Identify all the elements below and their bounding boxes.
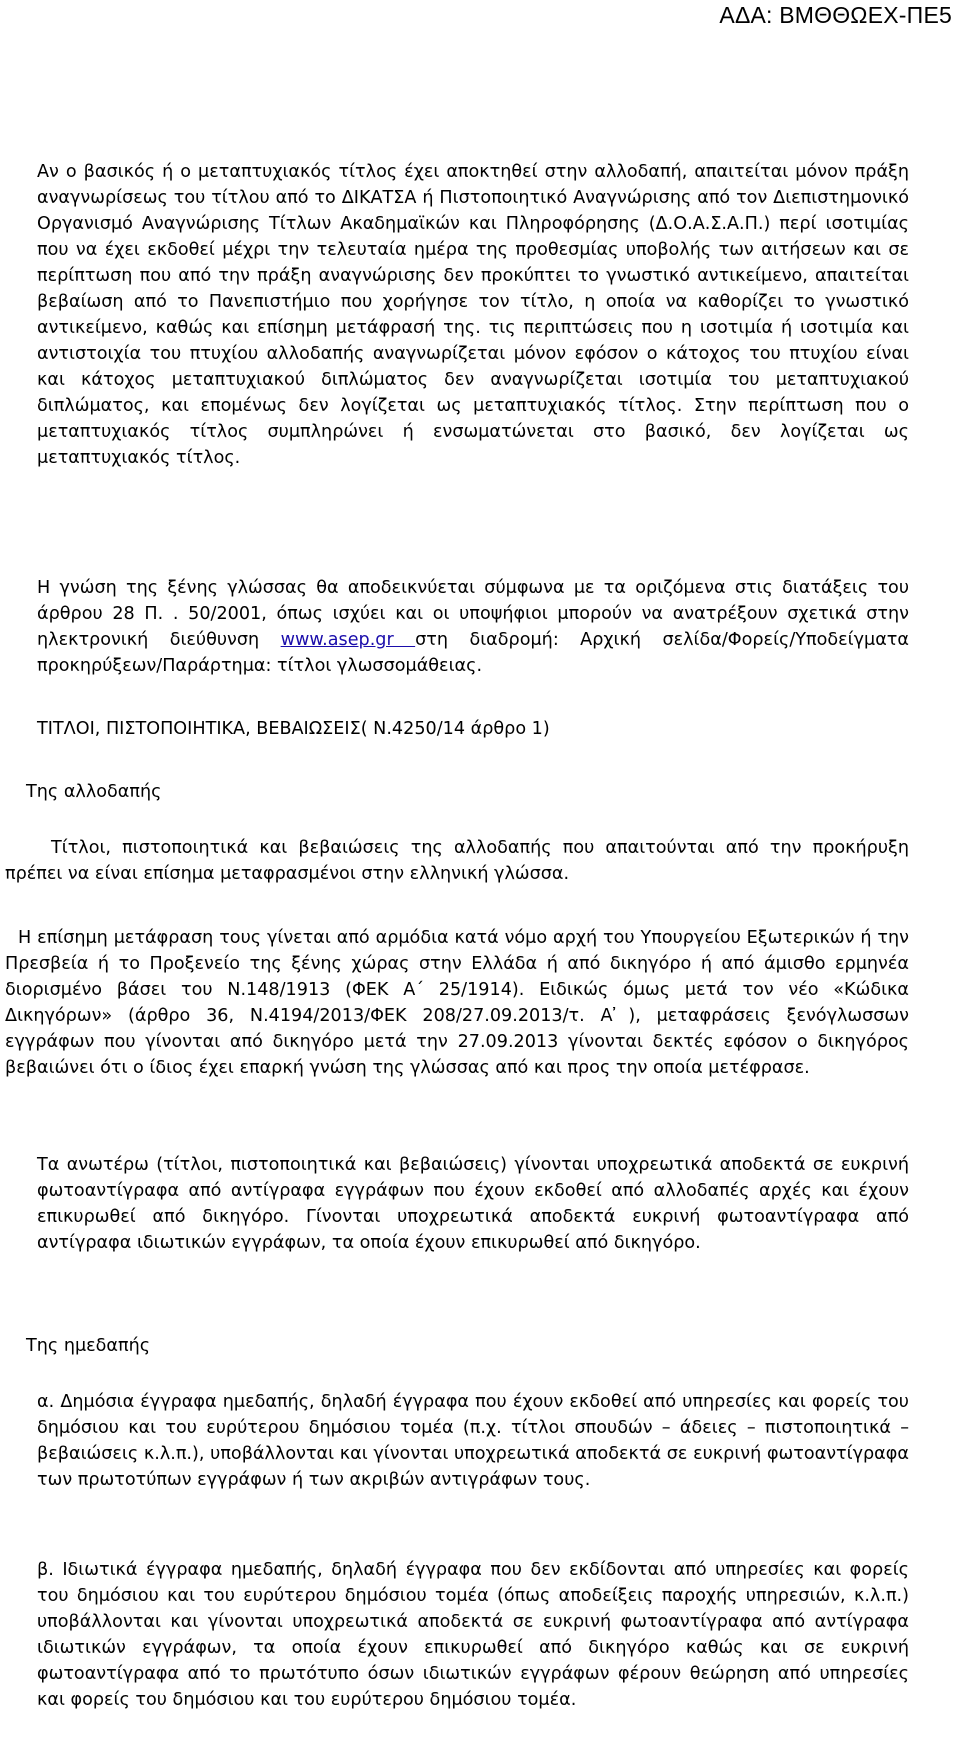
paragraph-photocopies: Τα ανωτέρω (τίτλοι, πιστοποιητικά και βεβαιώσεις) γίνονται υποχρεωτικά αποδεκτά σε ευκρινή φωτοαντίγραφα από αντίγραφα εγγράφων που έχουν εκδοθεί από αλλοδαπές αρχές και έχουν επικυρωθεί από δικηγόρο. Γίνονται υποχρεωτικά αποδεκτά ευκρινή φωτοαντίγραφα από αντίγραφα ιδιωτικών εγγράφων, τα οποία έχουν επικυρωθεί από δικηγόρο.	[37, 1155, 909, 1253]
paragraph-language-text-after: στη διαδρομή: Αρχική σελίδα/Φορείς/Υποδείγματα προκηρύξεων/Παράρτημα: τίτλοι γλωσσομάθειας.	[37, 630, 909, 676]
section-heading-domestic: Της ημεδαπής	[26, 1336, 151, 1356]
paragraph-foreign-translation	[0, 835, 960, 887]
paragraph-language-knowledge	[0, 575, 960, 679]
paragraph-language-text-before: Η γνώση της ξένης γλώσσας θα αποδεικνύεται σύμφωνα με τα οριζόμενα στις διατάξεις του άρθρου 28 Π. . 50/2001, όπως ισχύει και οι υποψήφιοι μπορούν να ανατρέξουν σχετικά στην ηλεκτρονική διεύθυνση	[37, 578, 909, 650]
ada-header: ΑΔΑ: ΒΜΘΘΩΕΧ-ΠΕ5	[719, 2, 952, 28]
paragraph-official-translation-text: Η επίσημη μετάφραση τους γίνεται από αρμόδια κατά νόμο αρχή του Υπουργείου Εξωτερικών ή την Πρεσβεία ή το Προξενείο της ξένης χώρας στην Ελλάδα ή από δικηγόρο ή από άμισθο ερμηνέα διορισμένο βάσει του Ν.148/1913 (ΦΕΚ Α΄ 25/1914). Ειδικώς όμως μετά τον νέο «Κώδικα Δικηγόρων» (άρθρο 36, Ν.4194/2013/ΦΕΚ 208/27.09.2013/τ. Α ҆), μεταφράσεις ξενόγλωσσων εγγράφων που γίνονται από δικηγόρο μετά την 27.09.2013 γίνονται δεκτές εφόσον ο δικηγόρος βεβαιώνει ότι ο ίδιος έχει επαρκή γνώση της γλώσσας από και προς την οποία μετέφρασε.	[5, 928, 909, 1078]
section-heading-titles: ΤΙΤΛΟΙ, ΠΙΣΤΟΠΟΙΗΤΙΚΑ, ΒΕΒΑΙΩΣΕΙΣ( Ν.4250/14 άρθρο 1)	[37, 719, 550, 739]
paragraph-private-documents: β. Ιδιωτικά έγγραφα ημεδαπής, δηλαδή έγγραφα που δεν εκδίδονται από υπηρεσίες και φορείς του δημόσιου και του ευρύτερου δημόσιου τομέα (όπως αποδείξεις παροχής υπηρεσιών, κ.λ.π.) υποβάλλονται και γίνονται υποχρεωτικά αποδεκτά σε ευκρινή φωτοαντίγραφα από αντίγραφα ιδιωτικών εγγράφων, τα οποία έχουν επικυρωθεί από δικηγόρο καθώς και σε ευκρινή φωτοαντίγραφα από το πρωτότυπο όσων ιδιωτικών εγγράφων φέρουν θεώρηση από υπηρεσίες και φορείς του δημόσιου και του ευρύτερου δημόσιου τομέα.	[37, 1560, 909, 1710]
paragraph-public-documents: α. Δημόσια έγγραφα ημεδαπής, δηλαδή έγγραφα που έχουν εκδοθεί από υπηρεσίες και φορείς του δημόσιου και του ευρύτερου δημόσιου τομέα (π.χ. τίτλοι σπουδών – άδειες – πιστοποιητικά – βεβαιώσεις κ.λ.π.), υποβάλλονται και γίνονται υποχρεωτικά αποδεκτά σε ευκρινή φωτοαντίγραφα των πρωτοτύπων εγγράφων ή των ακριβών αντιγράφων τους.	[37, 1392, 909, 1490]
paragraph-foreign-translation-text: Τίτλοι, πιστοποιητικά και βεβαιώσεις της αλλοδαπής που απαιτούνται από την προκήρυξη πρέπει να είναι επίσημα μεταφρασμένοι στην ελληνική γλώσσα.	[5, 838, 909, 884]
paragraph-foreign-degree: Αν ο βασικός ή ο μεταπτυχιακός τίτλος έχει αποκτηθεί στην αλλοδαπή, απαιτείται μόνον πράξη αναγνωρίσεως του τίτλου από το ΔΙΚΑΤΣΑ ή Πιστοποιητικό Αναγνώρισης από τον Διεπιστημονικό Οργανισμό Αναγνώρισης Τίτλων Ακαδημαϊκών και Πληροφόρησης (Δ.Ο.Α.Σ.Α.Π.) περί ισοτιμίας που να έχει εκδοθεί μέχρι την τελευταία ημέρα της προθεσμίας υποβολής των αιτήσεων και σε περίπτωση που από την πράξη αναγνώρισης δεν προκύπτει το γνωστικό αντικείμενο, απαιτείται βεβαίωση από το Πανεπιστήμιο που χορήγησε τον τίτλο, η οποία να καθορίζει το γνωστικό αντικείμενο, καθώς και επίσημη μετάφρασή της. τις περιπτώσεις που η ισοτιμία ή ισοτιμία και αντιστοιχία του πτυχίου αλλοδαπής αναγνωρίζεται μόνον εφόσον ο κάτοχος του πτυχίου είναι και κάτοχος μεταπτυχιακού διπλώματος δεν αναγνωρίζεται ισοτιμία του μεταπτυχιακού διπλώματος, και επομένως δεν λογίζεται ως μεταπτυχιακός τίτλος. Στην περίπτωση που ο μεταπτυχιακός τίτλος συμπληρώνει ή ενσωματώνεται στο βασικό, δεν λογίζεται ως μεταπτυχιακός τίτλος.	[37, 162, 909, 468]
paragraph-official-translation	[0, 925, 960, 1081]
asep-link[interactable]: www.asep.gr	[280, 630, 416, 650]
section-heading-foreign: Της αλλοδαπής	[26, 782, 162, 802]
